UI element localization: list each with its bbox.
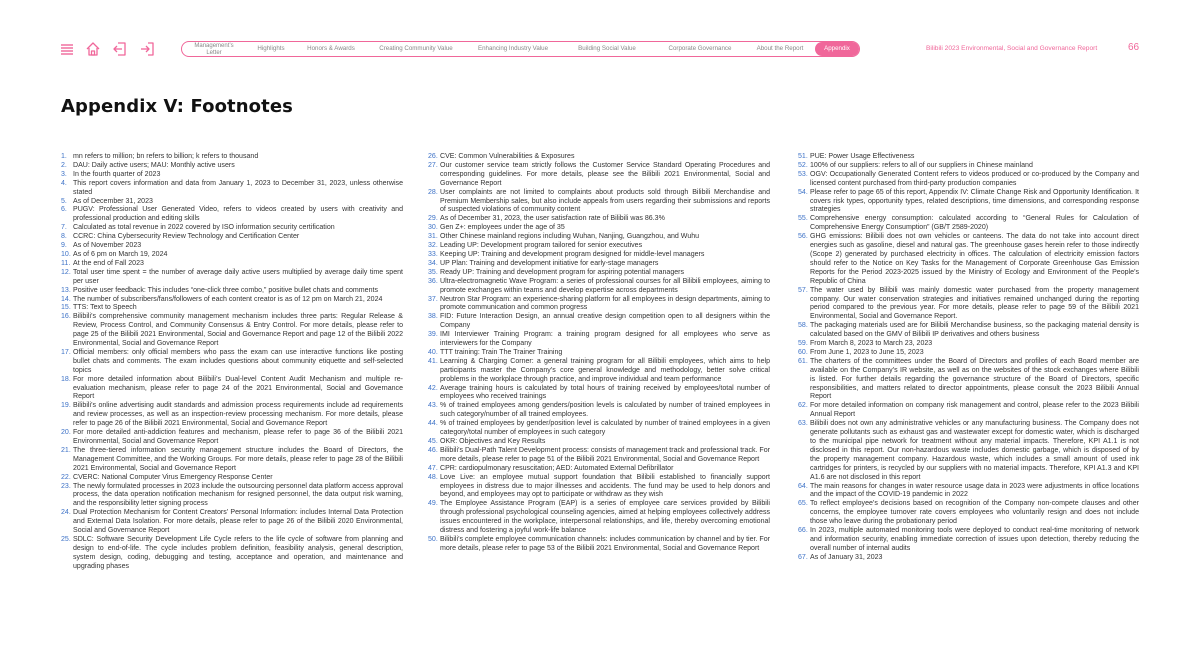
footnote-number: 12.	[61, 268, 71, 276]
footnote-item	[61, 242, 403, 251]
footnote-number: 19.	[61, 402, 71, 410]
footnote-number: 24.	[61, 509, 71, 517]
footnote-number: 44.	[428, 420, 438, 428]
footnote-item	[428, 260, 770, 269]
footnote-text: Calculated as total revenue in 2022 covered by ISO information security certification	[73, 224, 335, 232]
footnote-number: 65.	[798, 500, 808, 508]
back-icon[interactable]	[112, 41, 128, 57]
footnote-text: CVE: Common Vulnerabilities & Exposures	[440, 153, 575, 160]
footnote-item	[61, 402, 403, 429]
footnote-item	[428, 385, 770, 403]
footnote-number: 63.	[798, 420, 808, 428]
footnote-text: Neutron Star Program: an experience-sharing platform for all employees in design departments, aiming to promote communication and common progress	[440, 295, 770, 312]
footnote-text: Bilibili does not own any administrative vehicles or any manufacturing business. The Company does not generate pollutants such as exhaust gas and wastewater except for domestic water, which is discharged to the municipal pipe network for treatment without any material impacts. Therefore, KPI A1.1 is not disclosed in this report. Our non-hazardous waste includes domestic garbage, which is disposed of by the property management company. Hazardous waste, which includes a small amount of used ink cartridges for printers, is recycled by our suppliers with no material impacts. Therefore, KPI A1.3 and KPI A1.6 are not disclosed in this report	[810, 420, 1139, 481]
footnote-number: 22.	[61, 473, 71, 481]
footnote-text: The water used by Bilibili was mainly domestic water purchased from the property management company. Our water conservation strategies and initiatives remained unchanged during the reporting period compared to the previous year. For more details, please refer to page 59 of the Bilibili 2021 Environmental, Social and Governance Report.	[810, 286, 1139, 321]
footnote-item	[798, 153, 1139, 162]
footnote-number: 64.	[798, 482, 808, 490]
footnote-item	[428, 536, 770, 554]
footnote-item	[798, 189, 1139, 216]
footnote-text: To reflect employee’s decisions based on recognition of the Company non-compete clauses and other concerns, the employee turnover rate covers employees who voluntarily resign and does not include those who leave during the probationary period	[810, 500, 1139, 526]
footnote-number: 15.	[61, 304, 71, 312]
footnote-number: 57.	[798, 286, 808, 294]
footnote-item	[798, 500, 1139, 527]
footnote-number: 50.	[428, 535, 438, 543]
footnote-item	[428, 465, 770, 474]
footnote-number: 31.	[428, 233, 438, 241]
footnote-item	[428, 349, 770, 358]
footnote-text: CCRC: China Cybersecurity Review Technology and Certification Center	[73, 233, 300, 241]
footnote-item	[428, 474, 770, 501]
footnote-number: 52.	[798, 161, 808, 169]
footnote-number: 38.	[428, 313, 438, 321]
footnote-item	[61, 483, 403, 510]
footnote-item	[428, 242, 770, 251]
footnote-item	[428, 224, 770, 233]
footnote-item	[61, 224, 403, 233]
footnote-item	[61, 171, 403, 180]
footnote-item	[61, 447, 403, 474]
footnote-number: 67.	[798, 553, 808, 561]
footnote-text: Average training hours is calculated by total hours of training received by employees/total number of employees who received trainings	[440, 384, 770, 401]
footnote-text: Total user time spent = the number of average daily active users multiplied by average daily time spent per user	[73, 268, 403, 285]
footnote-text: Gen Z+: employees under the age of 35	[440, 224, 565, 232]
footnote-text: Comprehensive energy consumption: calculated according to “General Rules for Calculation of Comprehensive Energy Consumption” (GB/T 2589-2020)	[810, 215, 1139, 232]
footnote-text: PUE: Power Usage Effectiveness	[810, 153, 915, 160]
footnote-item	[61, 536, 403, 572]
footnote-number: 30.	[428, 224, 438, 232]
footnote-text: CVERC: National Computer Virus Emergency Response Center	[73, 473, 273, 481]
footnote-text: From June 1, 2023 to June 15, 2023	[810, 348, 924, 356]
footnote-number: 66.	[798, 527, 808, 535]
footnote-item	[428, 215, 770, 224]
footnote-item	[428, 189, 770, 216]
footnote-number: 23.	[61, 482, 71, 490]
footnote-text: UP Plan: Training and development initiative for early-stage managers	[440, 259, 659, 267]
footnote-text: Love Live: an employee mutual support foundation that Bilibili established to financially support employees in distress due to major illnesses and accidents. The fund may be used to help donors and beyond, and employees may opt to participate or withdraw as they wish	[440, 473, 770, 499]
footnote-text: As of 6 pm on March 19, 2024	[73, 250, 168, 258]
tab-managements-letter[interactable]: Management’s Letter	[194, 43, 234, 56]
footnote-text: 100% of our suppliers: refers to all of our suppliers in Chinese mainland	[810, 161, 1033, 169]
footnote-text: The main reasons for changes in water resource usage data in 2023 were adjustments in office locations and the impact of the COVID-19 pandemic in 2022	[810, 482, 1139, 499]
footnote-number: 42.	[428, 384, 438, 392]
footnote-number: 11.	[61, 259, 71, 267]
footnote-number: 34.	[428, 259, 438, 267]
footnote-column-2	[428, 153, 770, 554]
footnote-number: 28.	[428, 188, 438, 196]
footnote-item	[428, 269, 770, 278]
tab-creating-community-value[interactable]: Creating Community Value	[379, 45, 453, 52]
menu-icon[interactable]	[59, 41, 75, 57]
footnote-number: 41.	[428, 357, 438, 365]
footnote-text: As of January 31, 2023	[810, 553, 883, 561]
footnote-number: 56.	[798, 233, 808, 241]
footnote-item	[798, 215, 1139, 233]
footnote-item	[61, 296, 403, 305]
footnote-number: 27.	[428, 161, 438, 169]
footnote-text: The packaging materials used are for Bilibili Merchandise business, so the packaging material density is calculated based on the GMV of Bilibili IP derivatives and others business	[810, 322, 1139, 339]
footnote-text: User complaints are not limited to complaints about products sold through Bilibili Merchandise and Premium Membership sales, but also include appeals from users regarding their submissions and reports of suspected violations of community content	[440, 188, 770, 214]
footnote-text: SDLC: Software Security Development Life Cycle refers to the life cycle of software from planning and design to end-of-life. The cycle includes problem definition, feasibility analysis, general description, system design, coding, debugging and testing, acceptance and operation, and maintenance and upgrading phases	[73, 535, 403, 570]
footnote-text: Official members: only official members who pass the exam can use interactive functions like posting bullet chats and comments. The exam includes questions about community etiquette and self-selected topics	[73, 348, 403, 374]
footnote-number: 62.	[798, 402, 808, 410]
footnote-number: 18.	[61, 375, 71, 383]
footnote-text: This report covers information and data from January 1, 2023 to December 31, 2023, unless otherwise stated	[73, 179, 403, 196]
footnote-column-3	[798, 153, 1139, 563]
footnote-item	[798, 322, 1139, 340]
footnote-text: Bilibili’s complete employee communication channels: includes communication by channel and by tier. For more details, please refer to page 53 of the Bilibili 2021 Environmental, Social and Governance Report	[440, 535, 770, 552]
footnote-text: PUGV: Professional User Generated Video, refers to videos created by users with creativity and professional production and editing skills	[73, 206, 403, 223]
footnote-number: 3.	[61, 170, 67, 178]
footnote-item	[61, 206, 403, 224]
footnote-number: 45.	[428, 438, 438, 445]
footnote-item	[428, 438, 770, 447]
footnote-text: OGV: Occupationally Generated Content refers to videos produced or co-produced by the Company and licensed content purchased from third-party production companies	[810, 170, 1139, 187]
page-number: 66	[1128, 42, 1140, 53]
footnote-number: 40.	[428, 348, 438, 356]
footnote-number: 54.	[798, 188, 808, 196]
footnote-number: 32.	[428, 242, 438, 250]
footnote-text: From March 8, 2023 to March 23, 2023	[810, 340, 933, 348]
footnote-number: 51.	[798, 153, 808, 160]
footnote-number: 39.	[428, 331, 438, 339]
footnote-item	[428, 420, 770, 438]
footnote-text: Bilibili’s Dual-Path Talent Development process: consists of management track and professional track. For more details, please refer to page 51 of the Bilibili 2021 Environmental, Social and Governance Report	[440, 446, 770, 463]
footnote-text: FID: Future Interaction Design, an annual creative design competition open to all designers within the Company	[440, 313, 770, 330]
footnote-number: 61.	[798, 357, 808, 365]
footnote-item	[428, 278, 770, 296]
footnote-item	[428, 331, 770, 349]
footnote-number: 59.	[798, 340, 808, 348]
footnote-number: 20.	[61, 429, 71, 437]
footnote-number: 43.	[428, 402, 438, 410]
footnote-text: The charters of the committees under the Board of Directors and profiles of each Board member are available on the Company’s IR website, as well as on the websites of the stock exchanges where Bilibili is listed. For further details regarding the governance structure of the Board of Directors, specific responsibilities, and matters related to director appointments, please consult the 2023 Bilibili Annual Report	[810, 357, 1139, 401]
footnote-text: In the fourth quarter of 2023	[73, 170, 161, 178]
footnote-number: 16.	[61, 313, 71, 321]
footnote-item	[798, 402, 1139, 420]
tab-corporate-governance[interactable]: Corporate Governance	[668, 45, 732, 52]
tab-honors-awards[interactable]: Honors & Awards	[307, 45, 355, 52]
footnote-number: 26.	[428, 153, 438, 160]
footnote-number: 9.	[61, 242, 67, 250]
footnote-text: Ultra-electromagnetic Wave Program: a series of professional courses for all Bilibili employees, aiming to promote exchanges within teams and develop expertise across departments	[440, 277, 770, 294]
footnote-item	[798, 233, 1139, 286]
footnote-number: 47.	[428, 464, 438, 472]
footnote-number: 37.	[428, 295, 438, 303]
footnote-item	[428, 162, 770, 189]
footnote-number: 14.	[61, 295, 71, 303]
footnote-item	[798, 358, 1139, 403]
footnote-number: 49.	[428, 500, 438, 508]
forward-icon[interactable]	[139, 41, 155, 57]
footnote-number: 4.	[61, 179, 67, 187]
footnote-text: Ready UP: Training and development program for aspiring potential managers	[440, 268, 685, 276]
tab-appendix[interactable]: Appendix	[815, 42, 859, 56]
footnote-item	[61, 180, 403, 198]
footnote-text: At the end of Fall 2023	[73, 259, 144, 267]
footnote-text: As of December 31, 2023, the user satisfaction rate of Bilibili was 86.3%	[440, 215, 665, 223]
page-title: Appendix V: Footnotes	[61, 96, 293, 117]
footnote-item	[61, 509, 403, 536]
footnote-number: 53.	[798, 170, 808, 178]
footnote-item	[798, 527, 1139, 554]
footnote-item	[61, 153, 403, 162]
footnote-item	[798, 420, 1139, 482]
footnote-text: The three-tiered information security management structure includes the Board of Directors, the Management Committee, and the Working Groups. For more details, please refer to page 28 of the Bilibili 2021 Environmental, Social and Governance Report	[73, 446, 403, 472]
footnote-number: 6.	[61, 206, 67, 214]
footnote-text: mn refers to million; bn refers to billion; k refers to thousand	[73, 153, 259, 160]
footnote-text: Positive user feedback: This includes “one-click three combo,” positive bullet chats and comments	[73, 286, 378, 294]
footnote-text: Bilibili’s online advertising audit standards and admission process requirements include ad requirements and review processes, as well as an inspection-review processing mechanism. For more details, please refer to page 26 of the Bilibili 2021 Environmental, Social and Governance Report	[73, 402, 403, 428]
footnote-number: 1.	[61, 153, 67, 160]
footnote-item	[61, 269, 403, 287]
footnote-number: 7.	[61, 224, 67, 232]
tab-about-the-report[interactable]: About the Report	[756, 45, 804, 52]
footnote-item	[61, 313, 403, 349]
footnote-text: As of November 2023	[73, 242, 142, 250]
tab-highlights[interactable]: Highlights	[257, 45, 285, 52]
footnote-number: 60.	[798, 348, 808, 356]
footnote-text: Please refer to page 65 of this report, Appendix IV: Climate Change Risk and Opportunity Identification. It covers risk types, opportunity types, related descriptions, time dimensions, and corresponding response strategies	[810, 188, 1139, 214]
footnote-text: The number of subscribers/fans/followers of each content creator is as of 12 pm on March 21, 2024	[73, 295, 383, 303]
footnote-item	[61, 260, 403, 269]
tab-enhancing-industry-value[interactable]: Enhancing Industry Value	[477, 45, 549, 52]
footnote-number: 5.	[61, 197, 67, 205]
footnote-text: Learning & Charging Corner: a general training program for all Bilibili employees, which aims to help participants master the Company’s core general knowledge and methodology, better solve critical problems in the workplace through practice, and improve individual and team performance	[440, 357, 770, 383]
top-navigation-bar	[0, 0, 1200, 100]
footnote-number: 21.	[61, 446, 71, 454]
footnote-item	[428, 251, 770, 260]
footnote-text: Bilibili’s comprehensive community management mechanism includes three parts: Regular Release & Review, Process Control, and Community Consensus & Entry Control. For more details, please refer to page 25 of the Bilibili 2021 Environmental, Social and Governance Report and page 12 of the Bilibili 2022 Environmental, Social and Governance Report	[73, 313, 403, 348]
footnote-text: Keeping UP: Training and development program designed for middle-level managers	[440, 250, 705, 258]
footnote-item	[61, 162, 403, 171]
home-icon[interactable]	[85, 41, 101, 57]
footnote-number: 55.	[798, 215, 808, 223]
footnote-item	[798, 162, 1139, 171]
footnote-text: DAU: Daily active users; MAU: Monthly active users	[73, 161, 235, 169]
footnote-number: 2.	[61, 161, 67, 169]
footnote-item	[798, 171, 1139, 189]
footnote-number: 36.	[428, 277, 438, 285]
footnote-item	[61, 198, 403, 207]
footnote-item	[428, 500, 770, 536]
footnote-text: GHG emissions: Bilibili does not own vehicles or canteens. The data do not take into account direct energies such as gasoline, diesel and natural gas. The greenhouse gases herein refer to those indirectly (Scope 2) generated by purchased electricity in offices. The calculation of electricity emission factors should refer to the Notice on Key Tasks for the Management of Corporate Greenhouse Gas Emission Reports for the Period 2023-2025 issued by the Ministry of Ecology and Environment of the People’s Republic of China	[810, 233, 1139, 285]
footnote-item	[61, 376, 403, 403]
footnote-text: For more detailed information on company risk management and control, please refer to the 2023 Bilibili Annual Report	[810, 402, 1139, 419]
section-nav	[181, 41, 860, 57]
footnote-item	[798, 349, 1139, 358]
footnote-number: 8.	[61, 233, 67, 241]
footnote-item	[798, 287, 1139, 323]
footnote-text: Other Chinese mainland regions including Wuhan, Nanjing, Guangzhou, and Wuhu	[440, 233, 700, 241]
footnote-item	[428, 233, 770, 242]
footnote-item	[61, 287, 403, 296]
footnote-text: The newly formulated processes in 2023 include the outsourcing personnel data platform access approval process, the data operation notification mechanism for resigned personnel, the data output risk warning, and the responsibility letter signing process	[73, 482, 403, 508]
footnote-number: 25.	[61, 535, 71, 543]
footnote-text: OKR: Objectives and Key Results	[440, 438, 546, 445]
footnote-number: 29.	[428, 215, 438, 223]
footnote-text: % of trained employees by gender/position level is calculated by number of trained employees in a given category/total number of employees in such category	[440, 420, 770, 437]
footnote-item	[61, 251, 403, 260]
footnote-item	[61, 304, 403, 313]
tab-building-social-value[interactable]: Building Social Value	[578, 45, 636, 52]
footnote-text: Our customer service team strictly follows the Customer Service Standard Operating Procedures and corresponding guidelines. For more details, please see the Bilibili 2021 Environmental, Social and Governance Report	[440, 161, 770, 187]
footnote-text: % of trained employees among genders/position levels is calculated by number of trained employees in such category/number of all trained employees.	[440, 402, 770, 419]
footnote-number: 17.	[61, 348, 71, 356]
footnote-number: 35.	[428, 268, 438, 276]
footnote-number: 13.	[61, 286, 71, 294]
footnote-text: Leading UP: Development program tailored for senior executives	[440, 242, 643, 250]
footnote-item	[428, 153, 770, 162]
footnote-column-1	[61, 153, 403, 572]
footnote-number: 33.	[428, 250, 438, 258]
footnote-text: CPR: cardiopulmonary resuscitation; AED: Automated External Defibrillator	[440, 464, 674, 472]
footnote-text: TTS: Text to Speech	[73, 304, 137, 312]
report-title: Bilibili 2023 Environmental, Social and Governance Report	[926, 45, 1098, 52]
footnote-item	[798, 483, 1139, 501]
footnote-text: For more detailed anti-addiction features and mechanism, please refer to page 36 of the Bilibili 2021 Environmental, Social and Governance Report	[73, 429, 403, 445]
footnote-item	[61, 233, 403, 242]
footnote-item	[61, 349, 403, 376]
footnote-number: 48.	[428, 473, 438, 481]
footnote-text: IMI Interviewer Training Program: a training program designed for all employees who serve as interviewers for the Company	[440, 331, 770, 348]
footnote-number: 10.	[61, 250, 71, 258]
footnote-item	[61, 429, 403, 447]
footnote-number: 58.	[798, 322, 808, 330]
footnote-item	[428, 313, 770, 331]
footnote-text: As of December 31, 2023	[73, 197, 153, 205]
footnote-item	[428, 447, 770, 465]
footnote-text: In 2023, multiple automated monitoring tools were deployed to conduct real-time monitoring of network and information security, enabling immediate correction of issues upon detection, thereby reducing the overall number of internal audits	[810, 527, 1139, 552]
footnote-text: Dual Protection Mechanism for Content Creators’ Personal Information: includes Internal Data Protection and External Data Isolation. For more details, please refer to page 26 of the Bilibili 2020 Environmental, Social and Governance Report	[73, 509, 403, 535]
footnote-item	[61, 474, 403, 483]
footnote-text: The Employee Assistance Program (EAP) is a series of employee care services provided by Bilibili through professional psychological counseling agencies, aimed at helping employees collectively address issues encountered in the workplace, interpersonal relationships, and life, thereby overcoming emotional distress and fostering a joyful work-life balance	[440, 500, 770, 535]
footnote-text: TTT training: Train The Trainer Training	[440, 348, 563, 356]
footnote-item	[428, 296, 770, 314]
footnote-text: For more detailed information about Bilibili’s Dual-level Content Audit Mechanism and multiple re-evaluation mechanism, please refer to page 24 of the 2021 Environmental, Social and Governance Report	[73, 375, 403, 401]
footnote-item	[428, 358, 770, 385]
footnote-item	[428, 402, 770, 420]
footnote-item	[798, 340, 1139, 349]
footnote-item	[798, 554, 1139, 563]
footnote-number: 46.	[428, 446, 438, 454]
